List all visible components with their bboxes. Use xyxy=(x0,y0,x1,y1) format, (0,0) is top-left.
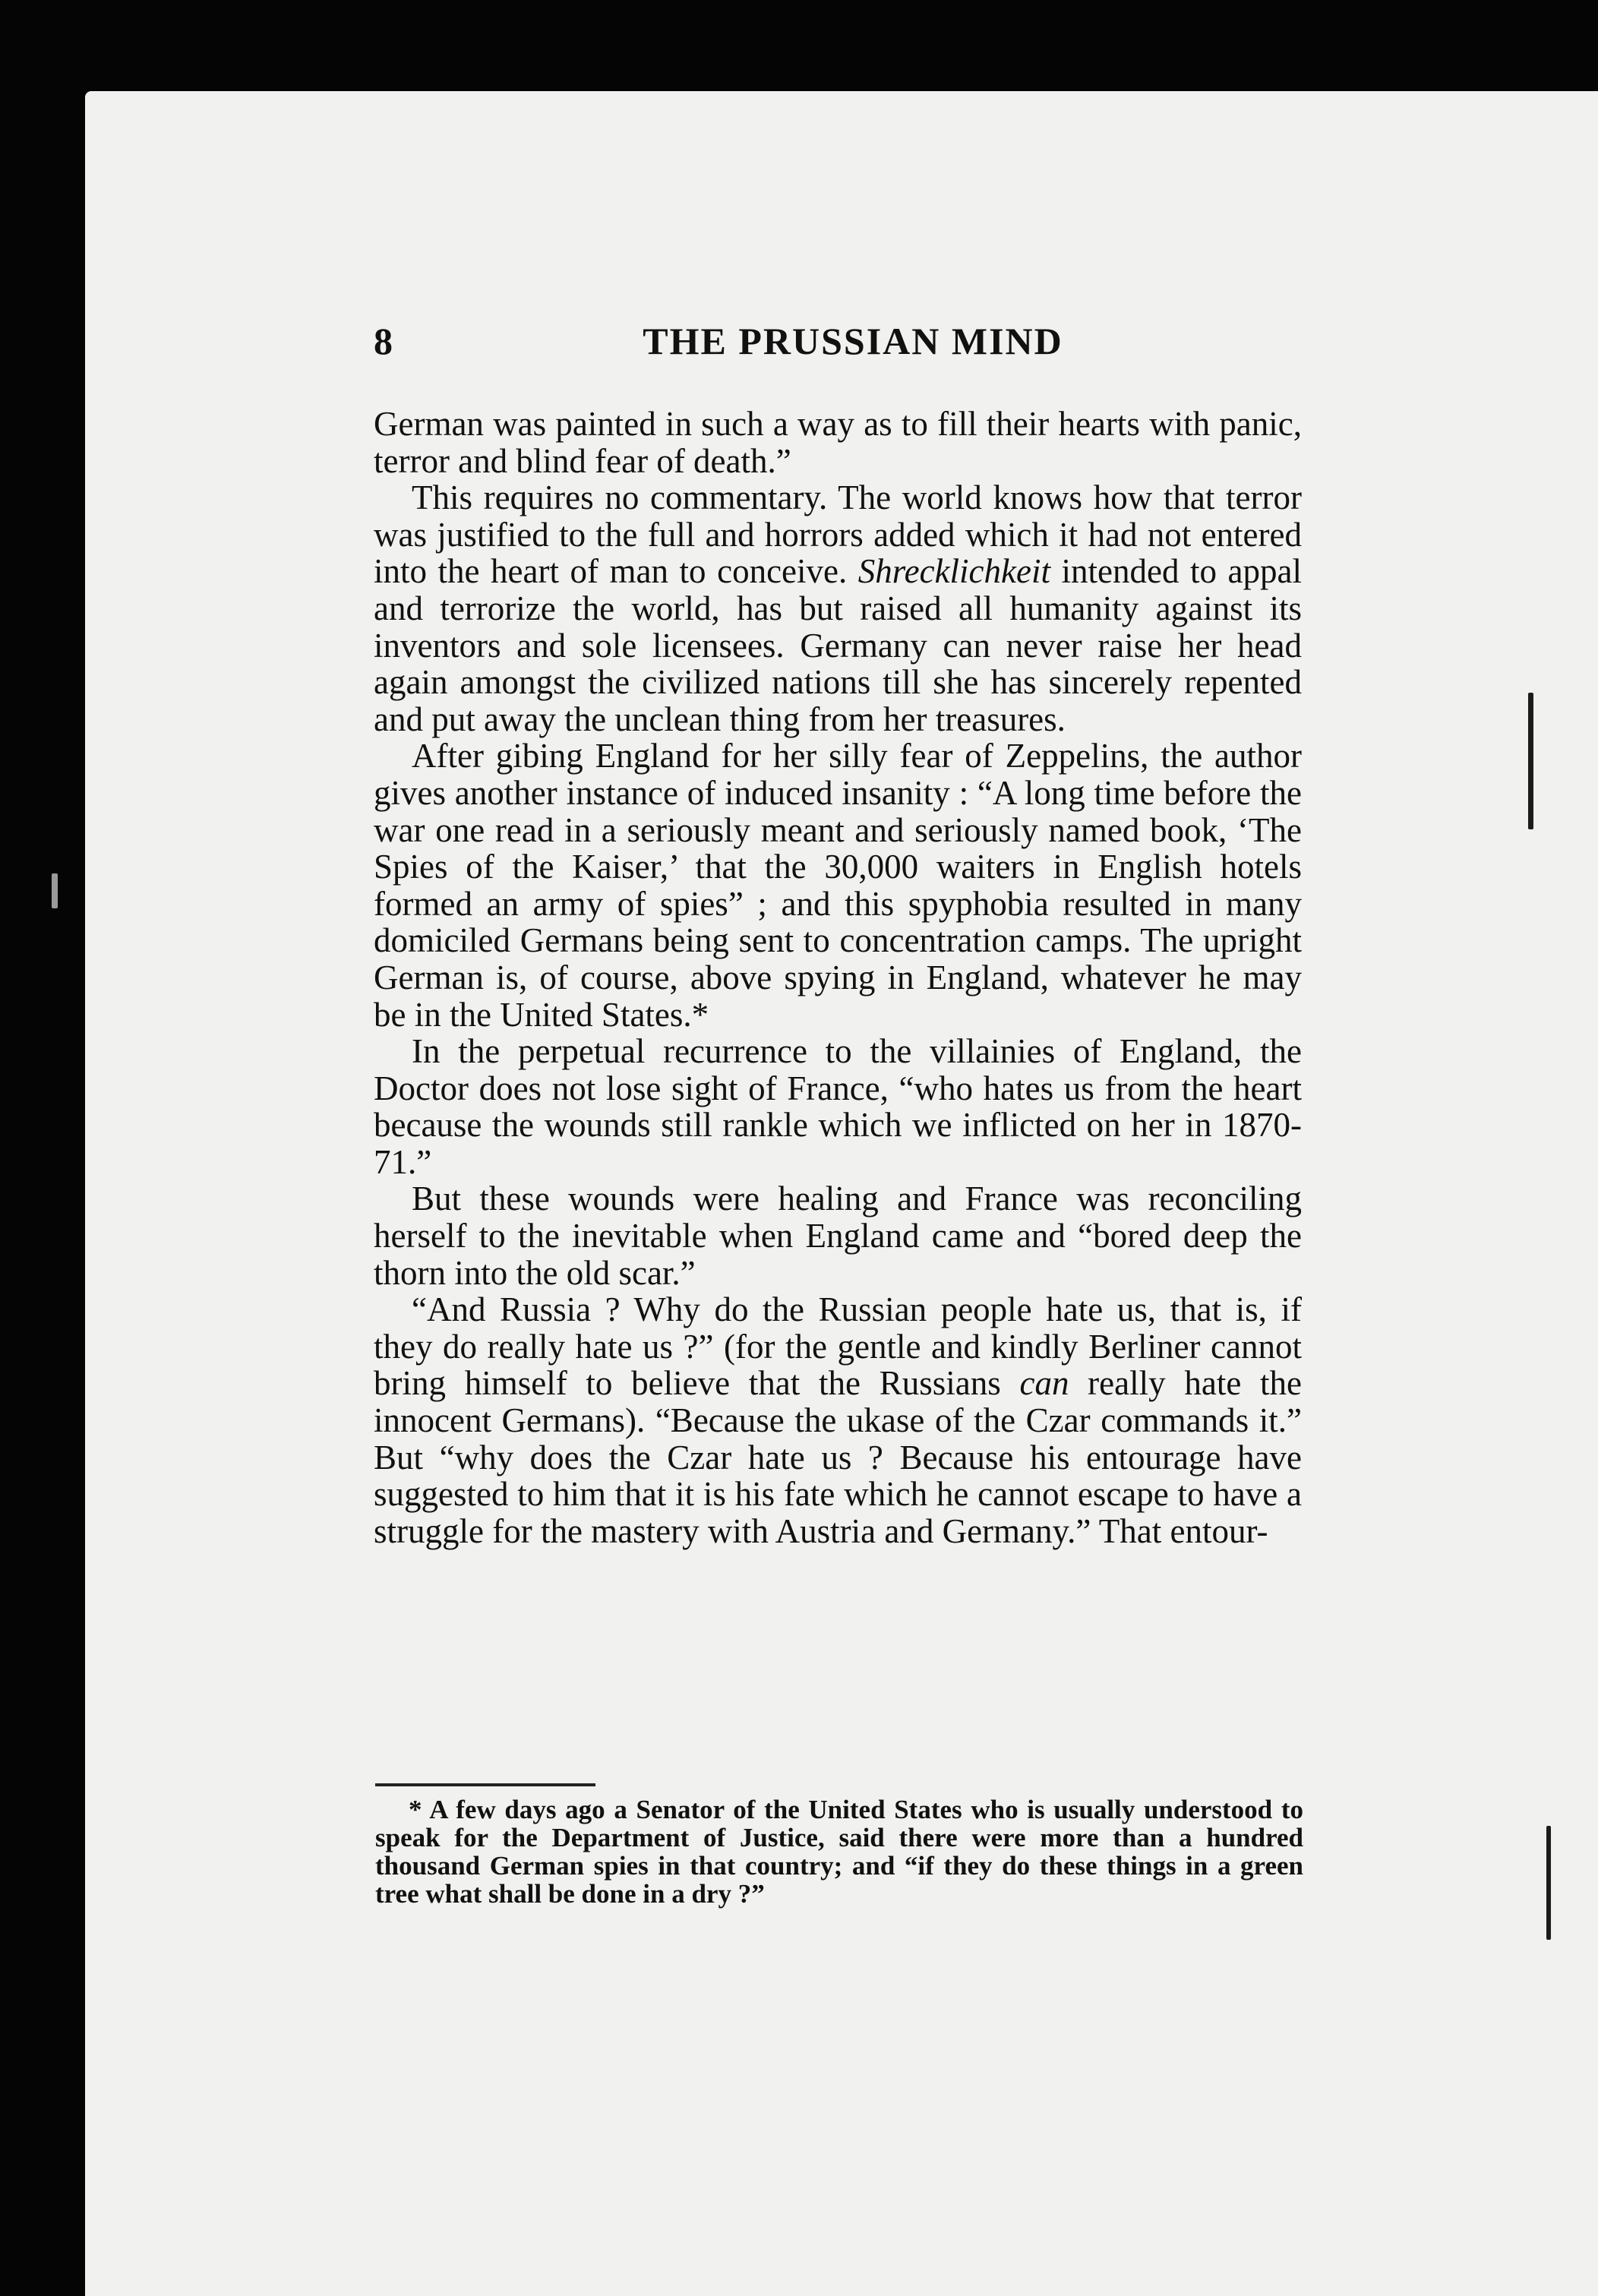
text-run: This requires no commentary. The world knows how that terror was justified to the full and horrors added which it had not entered into the heart of man to conceive. xyxy=(374,478,1302,591)
text-run: German was painted in such a way as to fill their hearts with panic, terror and blind fear of death.” xyxy=(374,405,1302,480)
text-run: “And Russia ? Why do the Russian people hate us, that is, if they do really hate us ?” (for the gentle and kindly Berliner cannot bring himself to believe that the Russians xyxy=(374,1290,1302,1403)
paragraph xyxy=(374,406,1302,479)
text-run: After gibing England for her silly fear of Zeppelins, the author gives another instance of induced insanity : “A long time before the war one read in a seriously meant and seriously named book, ‘The Spies of the Kaiser,’ that the 30,000 waiters in English hotels formed an army of spies” ; and this spyphobia resulted in many domiciled Germans being sent to concentration camps. The upright German is, of course, above spying in England, whatever he may be in the United States.* xyxy=(374,737,1302,1034)
page-header xyxy=(374,319,1302,372)
text-run: But these wounds were healing and France was reconciling herself to the inevitable when England came and “bored deep the thorn into the old scar.” xyxy=(374,1180,1302,1292)
scan-mark xyxy=(52,873,58,908)
italic-term: can xyxy=(1019,1364,1069,1403)
paragraph xyxy=(374,737,1302,1033)
body-text xyxy=(374,406,1302,1549)
paragraph xyxy=(374,479,1302,737)
scan-mark xyxy=(1546,1826,1551,1940)
running-title: THE PRUSSIAN MIND xyxy=(643,320,1063,362)
italic-term: Shrecklichkeit xyxy=(857,552,1050,591)
footnote: * A few days ago a Senator of the United States who is usually understood to speak for the Department of Justice, said there were more than a hundred thousand German spies in that country; and “if they do these things in a green tree what shall be done in a dry ?” xyxy=(375,1795,1303,1909)
text-run: intended to appal and terrorize the world, has but raised all humanity against its inventors and sole licensees. Germany can never raise her head again amongst the civilized nations till she has sincerely repented and put away the unclean thing from her treasures. xyxy=(374,552,1302,738)
footnote-divider xyxy=(375,1783,595,1786)
paragraph xyxy=(374,1291,1302,1549)
page-number: 8 xyxy=(374,320,393,362)
paragraph xyxy=(374,1033,1302,1180)
scan-mark xyxy=(1528,693,1533,829)
text-run: In the perpetual recurrence to the villainies of England, the Doctor does not lose sight of France, “who hates us from the heart because the wounds still rankle which we inflicted on her in 1870-71.” xyxy=(374,1032,1302,1181)
paragraph xyxy=(374,1180,1302,1291)
text-run: really hate the innocent Germans). “Because the ukase of the Czar commands it.” But “why does the Czar hate us ? Because his entourage have suggested to him that it is his fate which he cannot escape to have a struggle for the mastery with Austria and Germany.” That entour- xyxy=(374,1364,1302,1550)
